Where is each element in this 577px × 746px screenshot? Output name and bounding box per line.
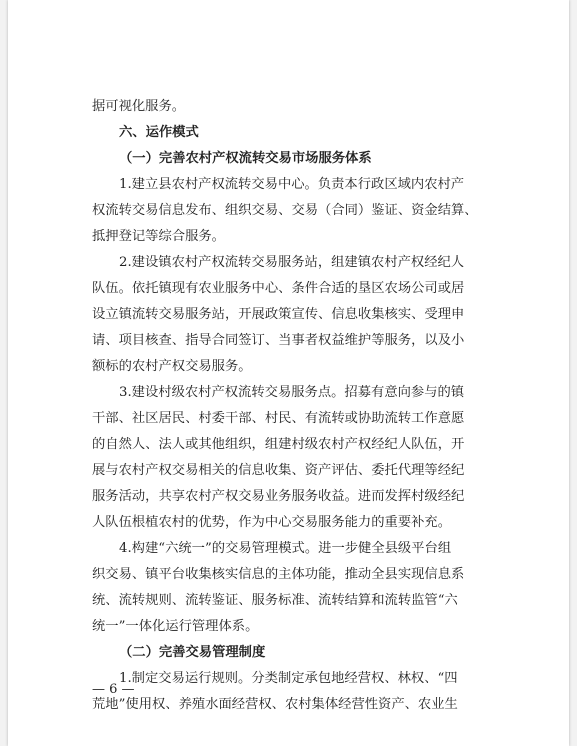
document-page xyxy=(8,0,569,746)
text-line: 荒地”使用权、养殖水面经营权、农村集体经营性资产、农业生 xyxy=(92,697,458,712)
text-line: 的自然人、法人或其他组织，组建村级农村产权经纪人队伍，开 xyxy=(92,437,465,452)
section-heading: （一）完善农村产权流转交易市场服务体系 xyxy=(119,151,372,166)
text-line: 4.构建“六统一”的交易管理模式。进一步健全县级平台组 xyxy=(119,541,452,556)
text-line: 据可视化服务。 xyxy=(92,99,186,114)
text-line: 展与农村产权交易相关的信息收集、资产评估、委托代理等经纪 xyxy=(92,463,465,478)
section-heading: （二）完善交易管理制度 xyxy=(119,645,266,660)
text-line: 2.建设镇农村产权流转交易服务站，组建镇农村产权经纪人 xyxy=(119,255,465,270)
text-line: 请、项目核查、指导合同签订、当事者权益维护等服务，以及小 xyxy=(92,333,465,348)
page-number: — 6 — xyxy=(92,682,135,697)
text-line: 抵押登记等综合服务。 xyxy=(92,229,225,244)
text-line: 额标的农村产权交易服务。 xyxy=(92,359,252,374)
text-line: 1.制定交易运行规则。分类制定承包地经营权、林权、“四 xyxy=(119,671,458,686)
text-line: 设立镇流转交易服务站，开展政策宣传、信息收集核实、受理申 xyxy=(92,307,465,322)
page-body xyxy=(92,94,512,718)
text-line: 人队伍根植农村的优势，作为中心交易服务能力的重要补充。 xyxy=(92,515,452,530)
text-line: 3.建设村级农村产权流转交易服务点。招募有意向参与的镇 xyxy=(119,385,465,400)
text-line: 织交易、镇平台收集核实信息的主体功能，推动全县实现信息系 xyxy=(92,567,465,582)
text-line: 队伍。依托镇现有农业服务中心、条件合适的垦区农场公司或居 xyxy=(92,281,465,296)
text-line: 统、流转规则、流转鉴证、服务标准、流转结算和流转监管“六 xyxy=(92,593,458,608)
text-line: 统一”一体化运行管理体系。 xyxy=(92,619,259,634)
text-line: 服务活动，共享农村产权交易业务服务收益。进而发挥村级经纪 xyxy=(92,489,465,504)
text-line: 干部、社区居民、村委干部、村民、有流转或协助流转工作意愿 xyxy=(92,411,465,426)
text-line: 1.建立县农村产权流转交易中心。负责本行政区域内农村产 xyxy=(119,177,465,192)
section-heading: 六、运作模式 xyxy=(119,125,199,140)
text-line: 权流转交易信息发布、组织交易、交易（合同）鉴证、资金结算、 xyxy=(92,203,478,218)
